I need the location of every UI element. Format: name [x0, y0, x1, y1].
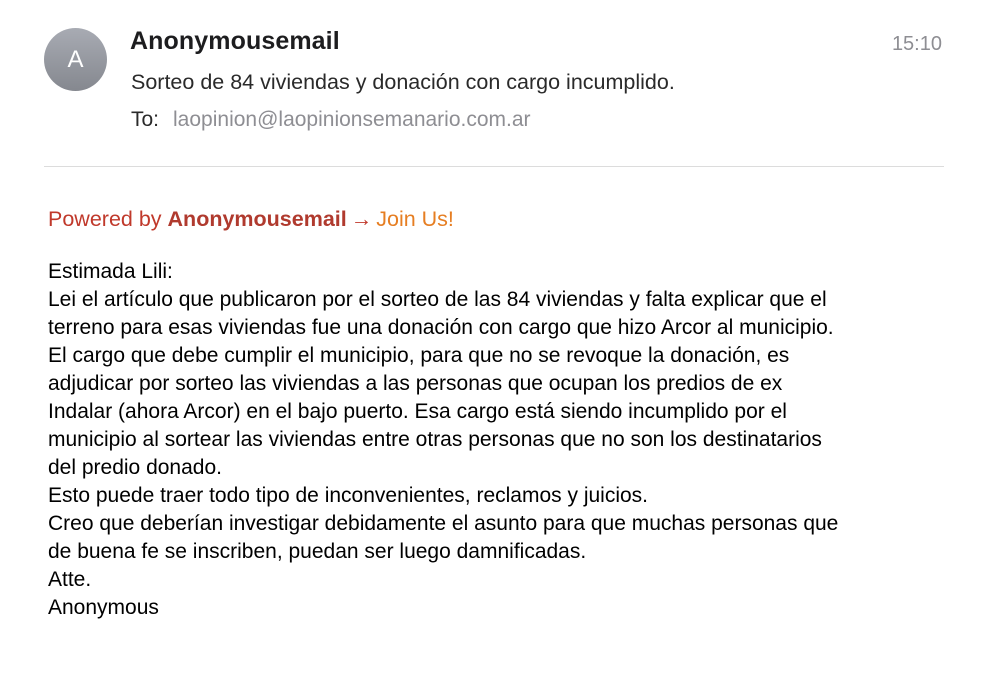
body-line: Creo que deberían investigar debidamente el asunto para que muchas personas que [48, 512, 839, 535]
body-line: Esto puede traer todo tipo de inconvenientes, reclamos y juicios. [48, 484, 649, 507]
body-line: Estimada Lili: [48, 260, 173, 283]
sender-avatar[interactable] [44, 28, 107, 91]
recipient-address[interactable]: laopinion@laopinionsemanario.com.ar [173, 108, 531, 131]
body-line: Anonymous [48, 596, 159, 619]
body-line: El cargo que debe cumplir el municipio, para que no se revoque la donación, es [48, 344, 790, 367]
avatar-letter: A [67, 45, 84, 73]
body-line: municipio al sortear las viviendas entre otras personas que no son los destinatarios [48, 428, 822, 451]
body-line: Indalar (ahora Arcor) en el bajo puerto. Esa cargo está siendo incumplido por el [48, 400, 787, 423]
body-line: Atte. [48, 568, 92, 591]
body-line: del predio donado. [48, 456, 222, 479]
body-line: Lei el artículo que publicaron por el sorteo de las 84 viviendas y falta explicar que el [48, 288, 827, 311]
header-divider [44, 166, 944, 167]
message-subject: Sorteo de 84 viviendas y donación con cargo incumplido. [131, 70, 675, 94]
message-time: 15:10 [891, 33, 942, 55]
promo-banner [48, 207, 454, 232]
body-line: terreno para esas viviendas fue una donación con cargo que hizo Arcor al municipio. [48, 316, 834, 339]
to-label: To: [131, 108, 160, 131]
join-us-link[interactable]: Join Us! [376, 207, 454, 231]
arrow-icon: → [350, 207, 373, 231]
promo-brand[interactable]: Anonymousemail [167, 207, 347, 231]
recipient-row [131, 108, 531, 132]
body-line: de buena fe se inscriben, puedan ser luego damnificadas. [48, 540, 587, 563]
message-body [48, 258, 968, 622]
body-line: adjudicar por sorteo las viviendas a las personas que ocupan los predios de ex [48, 372, 783, 395]
sender-name[interactable]: Anonymousemail [130, 27, 340, 55]
message-header [0, 0, 996, 168]
promo-prefix: Powered by [48, 207, 162, 231]
